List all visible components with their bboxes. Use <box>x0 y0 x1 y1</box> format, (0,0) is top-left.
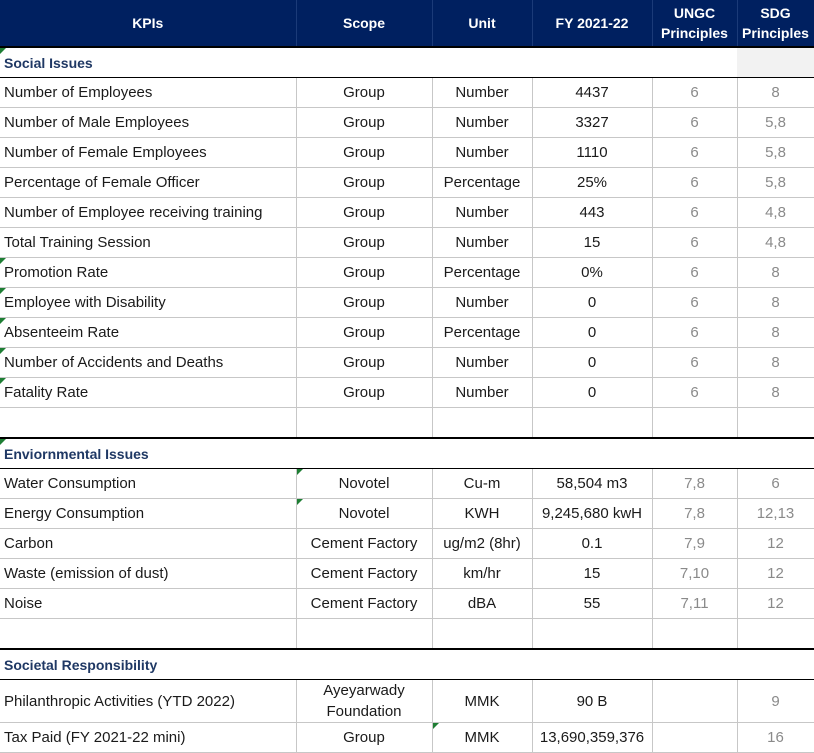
cell-unit: dBA <box>432 589 532 619</box>
cell-unit: Number <box>432 198 532 228</box>
cell-sdg: 12 <box>737 559 814 589</box>
cell-fy: 9,245,680 kwH <box>532 499 652 529</box>
cell-unit: Number <box>432 228 532 258</box>
cell-unit: Number <box>432 138 532 168</box>
cell-scope: Cement Factory <box>296 529 432 559</box>
cell-scope: Group <box>296 318 432 348</box>
cell-unit: Number <box>432 348 532 378</box>
cell-kpi: Absenteeim Rate <box>0 318 296 348</box>
table-row <box>0 108 814 138</box>
blank-row <box>0 408 814 439</box>
cell-unit: Percentage <box>432 168 532 198</box>
table-row <box>0 258 814 288</box>
section-social <box>0 47 814 78</box>
cell-scope: Cement Factory <box>296 589 432 619</box>
table-row <box>0 499 814 529</box>
cell-scope: Group <box>296 168 432 198</box>
cell-fy: 0.1 <box>532 529 652 559</box>
cell-sdg: 8 <box>737 378 814 408</box>
section-title-social: Social Issues <box>0 47 737 78</box>
cell-scope: Novotel <box>296 469 432 499</box>
cell-kpi: Number of Employees <box>0 78 296 108</box>
cell-scope: Group <box>296 348 432 378</box>
cell-kpi: Philanthropic Activities (YTD 2022) <box>0 680 296 723</box>
header-unit: Unit <box>432 0 532 47</box>
cell-ungc: 7,8 <box>652 499 737 529</box>
header-ungc-line2: Principles <box>661 25 728 41</box>
cell-unit: MMK <box>432 723 532 753</box>
cell-fy: 0% <box>532 258 652 288</box>
table-row <box>0 318 814 348</box>
cell-unit: Number <box>432 78 532 108</box>
cell-fy: 0 <box>532 318 652 348</box>
cell-unit: KWH <box>432 499 532 529</box>
section-societal <box>0 649 814 680</box>
cell-scope: Group <box>296 258 432 288</box>
section-title-environmental: Enviornmental Issues <box>0 438 814 469</box>
cell-kpi: Waste (emission of dust) <box>0 559 296 589</box>
cell-sdg: 16 <box>737 723 814 753</box>
cell-unit: ug/m2 (8hr) <box>432 529 532 559</box>
cell-kpi: Promotion Rate <box>0 258 296 288</box>
cell-kpi: Number of Female Employees <box>0 138 296 168</box>
table-row <box>0 589 814 619</box>
header-sdg-line1: SDG <box>760 5 791 21</box>
cell-scope-line2: Foundation <box>326 703 402 720</box>
cell-ungc: 6 <box>652 198 737 228</box>
cell-unit: km/hr <box>432 559 532 589</box>
header-sdg-line2: Principles <box>742 25 809 41</box>
cell-ungc: 7,10 <box>652 559 737 589</box>
table-row <box>0 198 814 228</box>
cell-scope: Group <box>296 723 432 753</box>
cell-sdg: 8 <box>737 318 814 348</box>
cell-ungc: 6 <box>652 228 737 258</box>
table-row <box>0 559 814 589</box>
cell-unit: Number <box>432 108 532 138</box>
header-fy: FY 2021-22 <box>532 0 652 47</box>
cell-scope-line1: Ayeyarwady <box>323 682 405 699</box>
cell-fy: 90 B <box>532 680 652 723</box>
cell-kpi: Percentage of Female Officer <box>0 168 296 198</box>
cell-unit: Percentage <box>432 318 532 348</box>
cell-kpi: Number of Employee receiving training <box>0 198 296 228</box>
cell-fy: 3327 <box>532 108 652 138</box>
table-row <box>0 348 814 378</box>
cell-scope: Group <box>296 228 432 258</box>
cell-ungc: 6 <box>652 108 737 138</box>
section-environmental <box>0 438 814 469</box>
cell-ungc: 6 <box>652 288 737 318</box>
cell-sdg: 4,8 <box>737 198 814 228</box>
cell-unit: Number <box>432 288 532 318</box>
header-kpis: KPIs <box>0 0 296 47</box>
cell-ungc: 6 <box>652 378 737 408</box>
cell-fy: 1110 <box>532 138 652 168</box>
cell-kpi: Energy Consumption <box>0 499 296 529</box>
cell-ungc: 7,11 <box>652 589 737 619</box>
cell-ungc <box>652 680 737 723</box>
cell-kpi: Total Training Session <box>0 228 296 258</box>
table-row <box>0 78 814 108</box>
header-ungc-line1: UNGC <box>673 5 716 21</box>
table-row <box>0 723 814 753</box>
cell-sdg: 5,8 <box>737 108 814 138</box>
table-row <box>0 168 814 198</box>
cell-sdg: 12 <box>737 529 814 559</box>
table-row <box>0 680 814 723</box>
section-title-societal: Societal Responsibility <box>0 649 814 680</box>
cell-sdg: 12,13 <box>737 499 814 529</box>
cell-kpi: Number of Accidents and Deaths <box>0 348 296 378</box>
cell-fy: 443 <box>532 198 652 228</box>
cell-ungc: 6 <box>652 318 737 348</box>
cell-kpi: Employee with Disability <box>0 288 296 318</box>
cell-ungc: 6 <box>652 138 737 168</box>
cell-fy: 25% <box>532 168 652 198</box>
cell-sdg: 8 <box>737 78 814 108</box>
cell-scope: Group <box>296 378 432 408</box>
cell-scope: Cement Factory <box>296 559 432 589</box>
cell-ungc: 7,9 <box>652 529 737 559</box>
blank-row <box>0 619 814 650</box>
header-ungc <box>652 0 737 47</box>
table-row <box>0 469 814 499</box>
cell-sdg: 8 <box>737 258 814 288</box>
header-scope: Scope <box>296 0 432 47</box>
cell-scope: Novotel <box>296 499 432 529</box>
cell-fy: 58,504 m3 <box>532 469 652 499</box>
cell-sdg: 4,8 <box>737 228 814 258</box>
cell-ungc: 7,8 <box>652 469 737 499</box>
cell-scope: Group <box>296 138 432 168</box>
table-row <box>0 529 814 559</box>
cell-kpi: Tax Paid (FY 2021-22 mini) <box>0 723 296 753</box>
cell-scope: Group <box>296 108 432 138</box>
cell-fy: 0 <box>532 288 652 318</box>
cell-sdg: 8 <box>737 288 814 318</box>
cell-unit: Percentage <box>432 258 532 288</box>
cell-unit: Cu-m <box>432 469 532 499</box>
cell-sdg: 5,8 <box>737 138 814 168</box>
cell-ungc: 6 <box>652 348 737 378</box>
cell-scope: Group <box>296 78 432 108</box>
cell-unit: MMK <box>432 680 532 723</box>
cell-scope: Group <box>296 288 432 318</box>
cell-ungc <box>652 723 737 753</box>
cell-kpi: Carbon <box>0 529 296 559</box>
header-sdg <box>737 0 814 47</box>
cell-ungc: 6 <box>652 168 737 198</box>
cell-fy: 0 <box>532 378 652 408</box>
cell-kpi: Number of Male Employees <box>0 108 296 138</box>
cell-sdg: 12 <box>737 589 814 619</box>
cell-scope <box>296 680 432 723</box>
cell-ungc: 6 <box>652 78 737 108</box>
table-row <box>0 138 814 168</box>
cell-fy: 13,690,359,376 <box>532 723 652 753</box>
table-row <box>0 378 814 408</box>
cell-fy: 4437 <box>532 78 652 108</box>
cell-kpi: Fatality Rate <box>0 378 296 408</box>
cell-sdg: 5,8 <box>737 168 814 198</box>
table-row <box>0 228 814 258</box>
cell-sdg: 6 <box>737 469 814 499</box>
header-row <box>0 0 814 47</box>
cell-unit: Number <box>432 378 532 408</box>
cell-scope: Group <box>296 198 432 228</box>
cell-sdg: 8 <box>737 348 814 378</box>
cell-ungc: 6 <box>652 258 737 288</box>
cell-kpi: Noise <box>0 589 296 619</box>
cell-fy: 55 <box>532 589 652 619</box>
cell-fy: 0 <box>532 348 652 378</box>
cell-fy: 15 <box>532 559 652 589</box>
cell-fy: 15 <box>532 228 652 258</box>
cell-sdg: 9 <box>737 680 814 723</box>
cell-kpi: Water Consumption <box>0 469 296 499</box>
table-row <box>0 288 814 318</box>
